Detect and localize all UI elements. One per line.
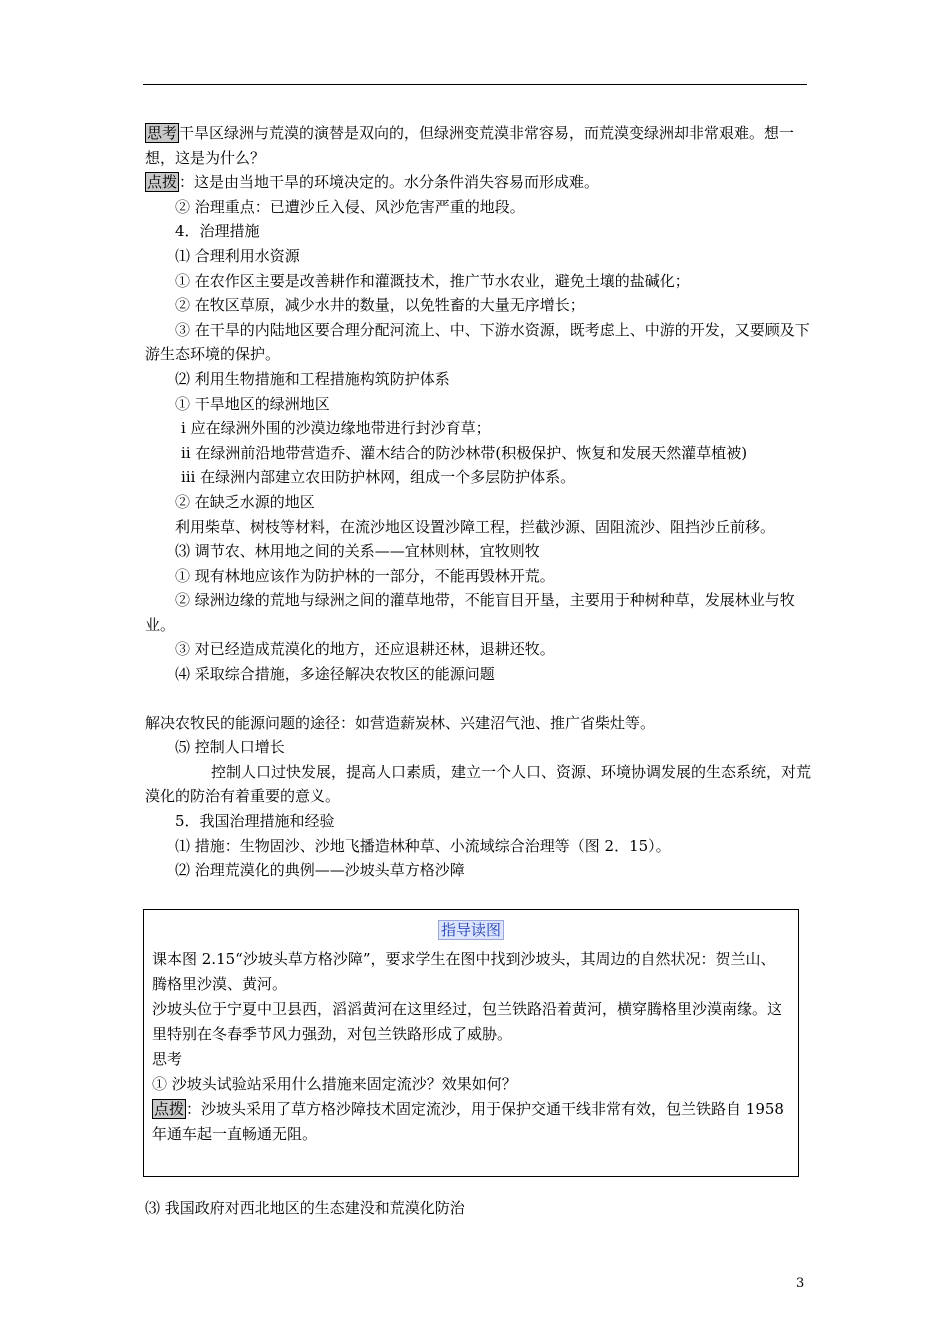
text-line: ② 治理重点：已遭沙丘入侵、风沙危害严重的地段。 xyxy=(175,197,525,216)
text-line: 解决农牧民的能源问题的途径：如营造薪炭林、兴建沼气池、推广省柴灶等。 xyxy=(145,713,656,732)
page-number: 3 xyxy=(796,1276,805,1291)
box-hint-tag: 点拨 xyxy=(154,1100,185,1118)
hint-text: ：这是由当地干旱的环境决定的。水分条件消失容易而形成难。 xyxy=(179,173,600,192)
think-text: 干旱区绿洲与荒漠的演替是双向的，但绿洲变荒漠非常容易，而荒漠变绿洲却非常艰难。想一想，这是为什么？ xyxy=(145,124,795,167)
box-paragraph: 沙坡头位于宁夏中卫县西，滔滔黄河在这里经过，包兰铁路沿着黄河，横穿腾格里沙漠南缘。这里特别在冬春季节风力强劲，对包兰铁路形成了威胁。 xyxy=(152,1000,783,1043)
think-paragraph xyxy=(145,121,817,170)
box-think-label: 思考 xyxy=(152,1050,183,1068)
text-line: ⑵ 治理荒漠化的典例——沙坡头草方格沙障 xyxy=(175,861,465,880)
trailing-line: ⑶ 我国政府对西北地区的生态建没和荒漠化防治 xyxy=(145,1199,465,1217)
text-line: ① 干旱地区的绿洲地区 xyxy=(175,394,330,413)
spacer xyxy=(145,687,817,711)
section-heading: 5．我国治理措施和经验 xyxy=(175,812,335,831)
text-line: ② 在缺乏水源的地区 xyxy=(175,492,315,511)
text-line: ⅲ 在绿洲内部建立农田防护林网，组成一个多层防护体系。 xyxy=(181,468,576,487)
text-line: ③ 对已经造成荒漠化的地方，还应退耕还林，退耕还牧。 xyxy=(175,640,555,659)
header-rule xyxy=(143,84,807,85)
hint-tag: 点拨 xyxy=(147,173,178,192)
section-heading: 4．治理措施 xyxy=(175,222,260,241)
think-tag: 思考 xyxy=(147,124,178,142)
text-line: 利用柴草、树枝等材料，在流沙地区设置沙障工程，拦截沙源、固阻流沙、阻挡沙丘前移。 xyxy=(175,517,776,536)
text-line: ⑷ 采取综合措施，多途径解决农牧区的能源问题 xyxy=(175,665,495,684)
box-hint-text: ：沙坡头采用了草方格沙障技术固定流沙，用于保护交通干线非常有效，包兰铁路自 1958 年通车起一直畅通无阻。 xyxy=(152,1100,784,1143)
box-title: 指导读图 xyxy=(152,918,790,943)
text-paragraph: 控制人口过快发展，提高人口素质，建立一个人口、资源、环境协调发展的生态系统，对荒漠化的防治有着重要的意义。 xyxy=(145,762,812,806)
text-line: ① 在农作区主要是改善耕作和灌溉技术，推广节水农业，避免土壤的盐碱化； xyxy=(175,271,690,290)
text-line: ⅰ 应在绿洲外围的沙漠边缘地带进行封沙育草； xyxy=(181,419,491,438)
text-line: ⑴ 合理利用水资源 xyxy=(175,246,300,265)
text-line: ⑶ 调节农、林用地之间的关系——宜林则林，宜牧则牧 xyxy=(175,542,540,561)
box-paragraph: 课本图 2.15“沙坡头草方格沙障”，要求学生在图中找到沙坡头，其周边的自然状况：贺兰山、腾格里沙漠、黄河。 xyxy=(152,950,776,993)
text-line: ① 现有林地应该作为防护林的一部分，不能再毁林开荒。 xyxy=(175,566,555,585)
reading-guide-box xyxy=(143,909,799,1177)
text-line: ⅱ 在绿洲前沿地带营造乔、灌木结合的防沙林带(积极保护、恢复和发展天然灌草植被) xyxy=(181,443,748,462)
text-paragraph: ② 绿洲边缘的荒地与绿洲之间的灌草地带，不能盲目开垦，主要用于种树种草，发展林业与牧业。 xyxy=(145,591,795,634)
box-hint xyxy=(152,1097,790,1147)
document-body xyxy=(145,121,817,883)
text-line: ⑸ 控制人口增长 xyxy=(175,738,285,757)
text-paragraph: ③ 在干旱的内陆地区要合理分配河流上、中、下游水资源，既考虑上、中游的开发，又要顾及下游生态环境的保护。 xyxy=(145,320,810,364)
text-line: ⑴ 措施：生物固沙、沙地飞播造林种草、小流域综合治理等（图 2．15）。 xyxy=(175,836,671,855)
text-line: ② 在牧区草原，减少水井的数量，以免牲畜的大量无序增长； xyxy=(175,296,585,315)
text-line: ⑵ 利用生物措施和工程措施构筑防护体系 xyxy=(175,369,450,388)
hint-paragraph xyxy=(145,170,817,195)
box-question: ① 沙坡头试验站采用什么措施来固定流沙？效果如何？ xyxy=(152,1075,517,1093)
